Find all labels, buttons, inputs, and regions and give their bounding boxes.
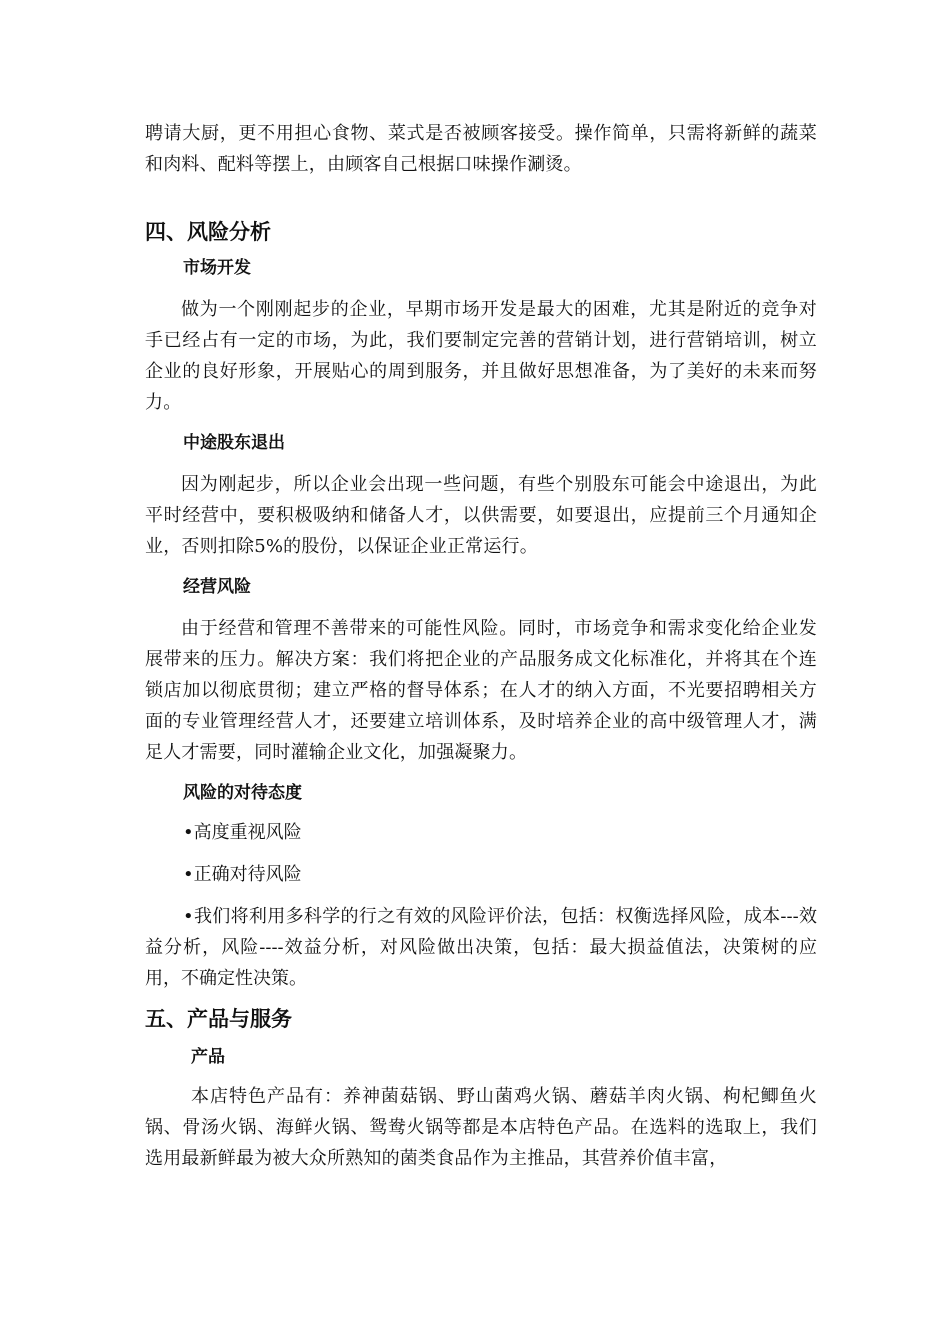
risk-attitude-heading: 风险的对待态度: [183, 783, 302, 803]
product-heading: 产品: [191, 1047, 225, 1067]
shareholder-exit-heading: 中途股东退出: [183, 433, 285, 453]
market-development-paragraph: 做为一个刚刚起步的企业，早期市场开发是最大的困难，尤其是附近的竞争对手已经占有一定的市场，为此，我们要制定完善的营销计划，进行营销培训，树立企业的良好形象，开展贴心的周到服务，并且做好思想准备，为了美好的未来而努力。: [145, 299, 817, 413]
shareholder-exit-paragraph: 因为刚起步，所以企业会出现一些问题，有些个别股东可能会中途退出，为此平时经营中，要积极吸纳和储备人才，以供需要，如要退出，应提前三个月通知企业，否则扣除5%的股份，以保证企业正常运行。: [145, 474, 817, 557]
risk-attitude-bullet-1: •高度重视风险: [183, 822, 302, 843]
operation-risk-heading: 经营风险: [183, 577, 251, 597]
operation-risk-paragraph: 由于经营和管理不善带来的可能性风险。同时，市场竞争和需求变化给企业发展带来的压力。解决方案：我们将把企业的产品服务成文化标准化，并将其在个连锁店加以彻底贯彻；建立严格的督导体系；在人才的纳入方面，不光要招聘相关方面的专业管理经营人才，还要建立培训体系，及时培养企业的高中级管理人才，满足人才需要，同时灌输企业文化，加强凝聚力。: [145, 618, 817, 763]
risk-attitude-bullet-3: •我们将利用多科学的行之有效的风险评价法，包括：权衡选择风险，成本---效益分析，风险----效益分析，对风险做出决策，包括：最大损益值法，决策树的应用，不确定性决策。: [145, 906, 817, 989]
section-5-title: 五、产品与服务: [145, 1007, 292, 1031]
risk-attitude-bullet-2: •正确对待风险: [183, 864, 302, 885]
section-4-title: 四、风险分析: [145, 220, 271, 244]
intro-paragraph: 聘请大厨，更不用担心食物、菜式是否被顾客接受。操作简单，只需将新鲜的蔬菜和肉料、配料等摆上，由顾客自己根据口味操作涮烫。: [145, 123, 817, 175]
document-page: [145, 118, 817, 1174]
market-development-heading: 市场开发: [183, 258, 251, 278]
product-paragraph: 本店特色产品有：养神菌菇锅、野山菌鸡火锅、蘑菇羊肉火锅、枸杞鲫鱼火锅、骨汤火锅、海鲜火锅、鸳鸯火锅等都是本店特色产品。在选料的选取上，我们选用最新鲜最为被大众所熟知的菌类食品作为主推品，其营养价值丰富，: [145, 1086, 817, 1169]
